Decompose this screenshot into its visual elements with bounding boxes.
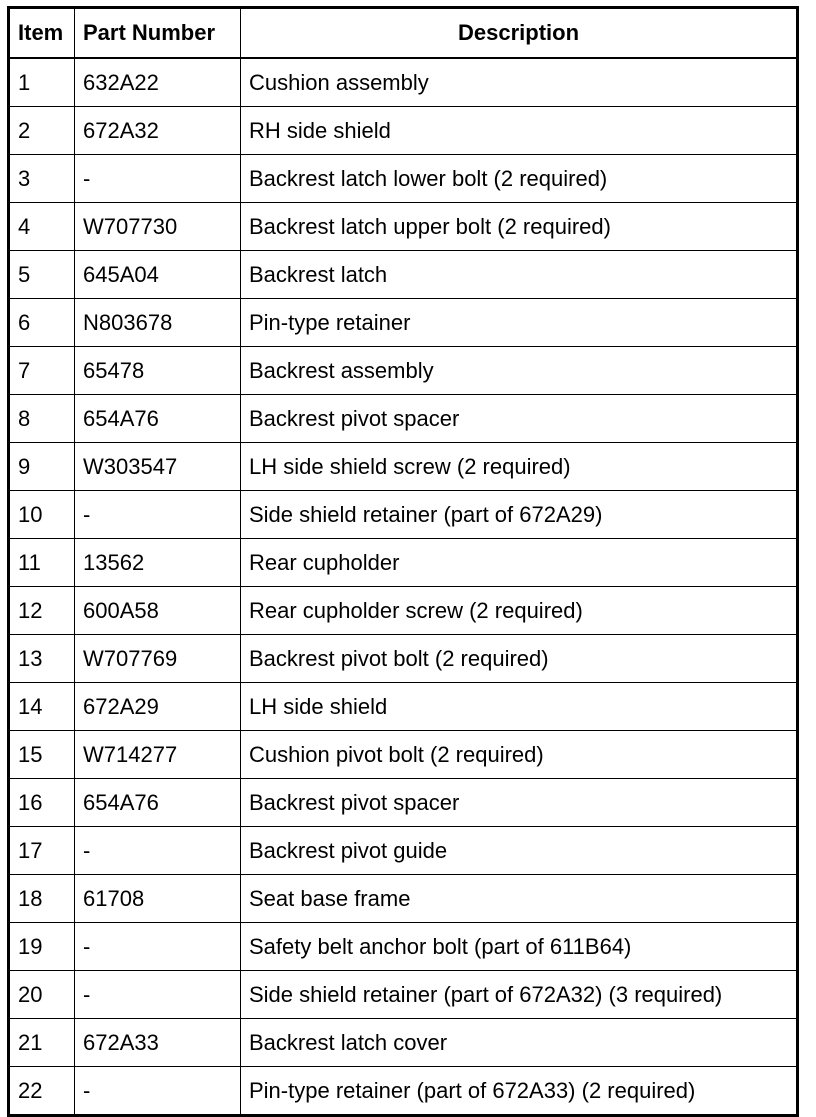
table-row	[9, 683, 798, 731]
cell-item: 1	[9, 58, 75, 107]
cell-item: 7	[9, 347, 75, 395]
cell-item: 17	[9, 827, 75, 875]
table-row	[9, 251, 798, 299]
cell-part-number: 61708	[75, 875, 241, 923]
cell-description: Side shield retainer (part of 672A32) (3 required)	[241, 971, 798, 1019]
table-row	[9, 491, 798, 539]
cell-item: 19	[9, 923, 75, 971]
cell-part-number: 672A32	[75, 107, 241, 155]
cell-description: Backrest assembly	[241, 347, 798, 395]
cell-description: Pin-type retainer	[241, 299, 798, 347]
table-row	[9, 395, 798, 443]
cell-part-number: 645A04	[75, 251, 241, 299]
cell-item: 9	[9, 443, 75, 491]
cell-part-number: 600A58	[75, 587, 241, 635]
cell-item: 15	[9, 731, 75, 779]
table-row	[9, 107, 798, 155]
cell-part-number: -	[75, 971, 241, 1019]
cell-description: Backrest pivot spacer	[241, 779, 798, 827]
table-row	[9, 1067, 798, 1116]
cell-part-number: 654A76	[75, 395, 241, 443]
cell-description: Safety belt anchor bolt (part of 611B64)	[241, 923, 798, 971]
cell-description: Backrest latch upper bolt (2 required)	[241, 203, 798, 251]
cell-part-number: N803678	[75, 299, 241, 347]
cell-item: 4	[9, 203, 75, 251]
table-row	[9, 923, 798, 971]
cell-description: Cushion assembly	[241, 58, 798, 107]
cell-part-number: 13562	[75, 539, 241, 587]
cell-description: Backrest latch	[241, 251, 798, 299]
cell-description: Rear cupholder screw (2 required)	[241, 587, 798, 635]
table-row	[9, 779, 798, 827]
table-row	[9, 155, 798, 203]
table-row	[9, 971, 798, 1019]
cell-item: 16	[9, 779, 75, 827]
cell-description: LH side shield screw (2 required)	[241, 443, 798, 491]
cell-description: Pin-type retainer (part of 672A33) (2 required)	[241, 1067, 798, 1116]
cell-description: LH side shield	[241, 683, 798, 731]
cell-item: 11	[9, 539, 75, 587]
cell-item: 21	[9, 1019, 75, 1067]
table-row	[9, 731, 798, 779]
table-row	[9, 299, 798, 347]
cell-item: 12	[9, 587, 75, 635]
table-row	[9, 443, 798, 491]
cell-item: 6	[9, 299, 75, 347]
table-row	[9, 875, 798, 923]
cell-item: 10	[9, 491, 75, 539]
cell-part-number: W303547	[75, 443, 241, 491]
cell-description: RH side shield	[241, 107, 798, 155]
cell-item: 2	[9, 107, 75, 155]
cell-part-number: 672A33	[75, 1019, 241, 1067]
cell-description: Backrest pivot guide	[241, 827, 798, 875]
table-row	[9, 539, 798, 587]
cell-part-number: -	[75, 1067, 241, 1116]
table-header	[9, 8, 798, 59]
table-row	[9, 58, 798, 107]
parts-table	[7, 6, 799, 1117]
cell-description: Backrest pivot spacer	[241, 395, 798, 443]
table-body	[9, 58, 798, 1116]
cell-description: Side shield retainer (part of 672A29)	[241, 491, 798, 539]
cell-item: 14	[9, 683, 75, 731]
cell-part-number: 632A22	[75, 58, 241, 107]
table-row	[9, 635, 798, 683]
cell-item: 8	[9, 395, 75, 443]
cell-description: Backrest latch lower bolt (2 required)	[241, 155, 798, 203]
table-row	[9, 347, 798, 395]
cell-description: Rear cupholder	[241, 539, 798, 587]
cell-item: 20	[9, 971, 75, 1019]
table-row	[9, 203, 798, 251]
table-row	[9, 827, 798, 875]
cell-part-number: 65478	[75, 347, 241, 395]
header-row	[9, 8, 798, 59]
cell-item: 5	[9, 251, 75, 299]
header-item: Item	[9, 8, 75, 59]
cell-part-number: W707769	[75, 635, 241, 683]
cell-part-number: W714277	[75, 731, 241, 779]
cell-item: 18	[9, 875, 75, 923]
cell-part-number: -	[75, 491, 241, 539]
header-part-number: Part Number	[75, 8, 241, 59]
cell-part-number: -	[75, 923, 241, 971]
cell-item: 22	[9, 1067, 75, 1116]
cell-description: Backrest latch cover	[241, 1019, 798, 1067]
cell-part-number: -	[75, 155, 241, 203]
cell-description: Backrest pivot bolt (2 required)	[241, 635, 798, 683]
table-row	[9, 1019, 798, 1067]
cell-part-number: -	[75, 827, 241, 875]
cell-item: 13	[9, 635, 75, 683]
cell-part-number: 654A76	[75, 779, 241, 827]
cell-part-number: 672A29	[75, 683, 241, 731]
table-row	[9, 587, 798, 635]
cell-description: Seat base frame	[241, 875, 798, 923]
cell-item: 3	[9, 155, 75, 203]
cell-description: Cushion pivot bolt (2 required)	[241, 731, 798, 779]
header-description: Description	[241, 8, 798, 59]
cell-part-number: W707730	[75, 203, 241, 251]
